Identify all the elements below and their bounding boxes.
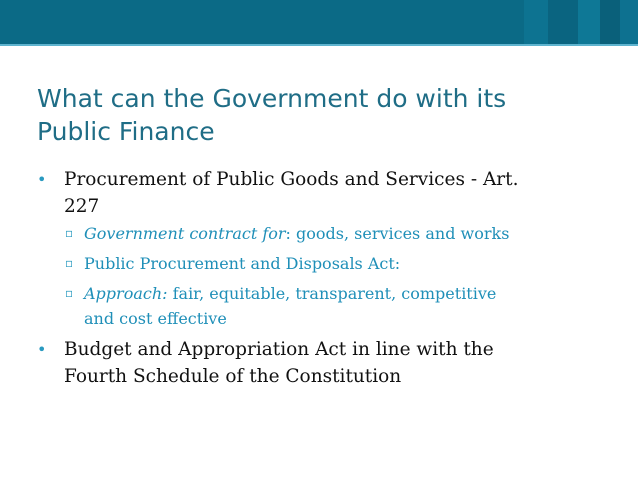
bullet-item: [37, 336, 622, 390]
sub-item-emphasis: Approach:: [84, 284, 168, 303]
sub-list: [37, 221, 622, 331]
sub-item: [37, 281, 622, 331]
header-bar: [0, 0, 638, 44]
square-bullet-icon: ▫: [65, 286, 74, 300]
bullet-text: Procurement of Public Goods and Services - Art.: [64, 169, 519, 190]
bullet-text: Fourth Schedule of the Constitution: [64, 366, 402, 387]
bullet-icon: •: [37, 170, 47, 189]
sub-item-emphasis: Government contract for: [84, 224, 286, 243]
bullet-text: Budget and Appropriation Act in line with the: [64, 339, 494, 360]
header-block: [620, 0, 638, 44]
sub-item-text: fair, equitable, transparent, competitive: [167, 284, 497, 303]
square-bullet-icon: ▫: [65, 256, 74, 270]
sub-item-text: : goods, services and works: [285, 224, 510, 243]
header-block: [600, 0, 620, 44]
title-line: What can the Government do with its: [37, 84, 507, 113]
bullet-icon: •: [37, 340, 47, 359]
sub-item-text: and cost effective: [84, 309, 227, 328]
title-line: Public Finance: [37, 117, 215, 146]
sub-item: [37, 251, 622, 276]
header-block: [578, 0, 600, 44]
accent-line: [0, 44, 638, 46]
header-block: [548, 0, 578, 44]
slide-body: [37, 166, 622, 390]
sub-item-text: Public Procurement and Disposals Act:: [84, 254, 401, 273]
bullet-text: 227: [64, 196, 100, 217]
square-bullet-icon: ▫: [65, 226, 74, 240]
header-block: [524, 0, 548, 44]
sub-item: [37, 221, 622, 246]
bullet-item: [37, 166, 622, 220]
slide-title: [37, 82, 617, 148]
